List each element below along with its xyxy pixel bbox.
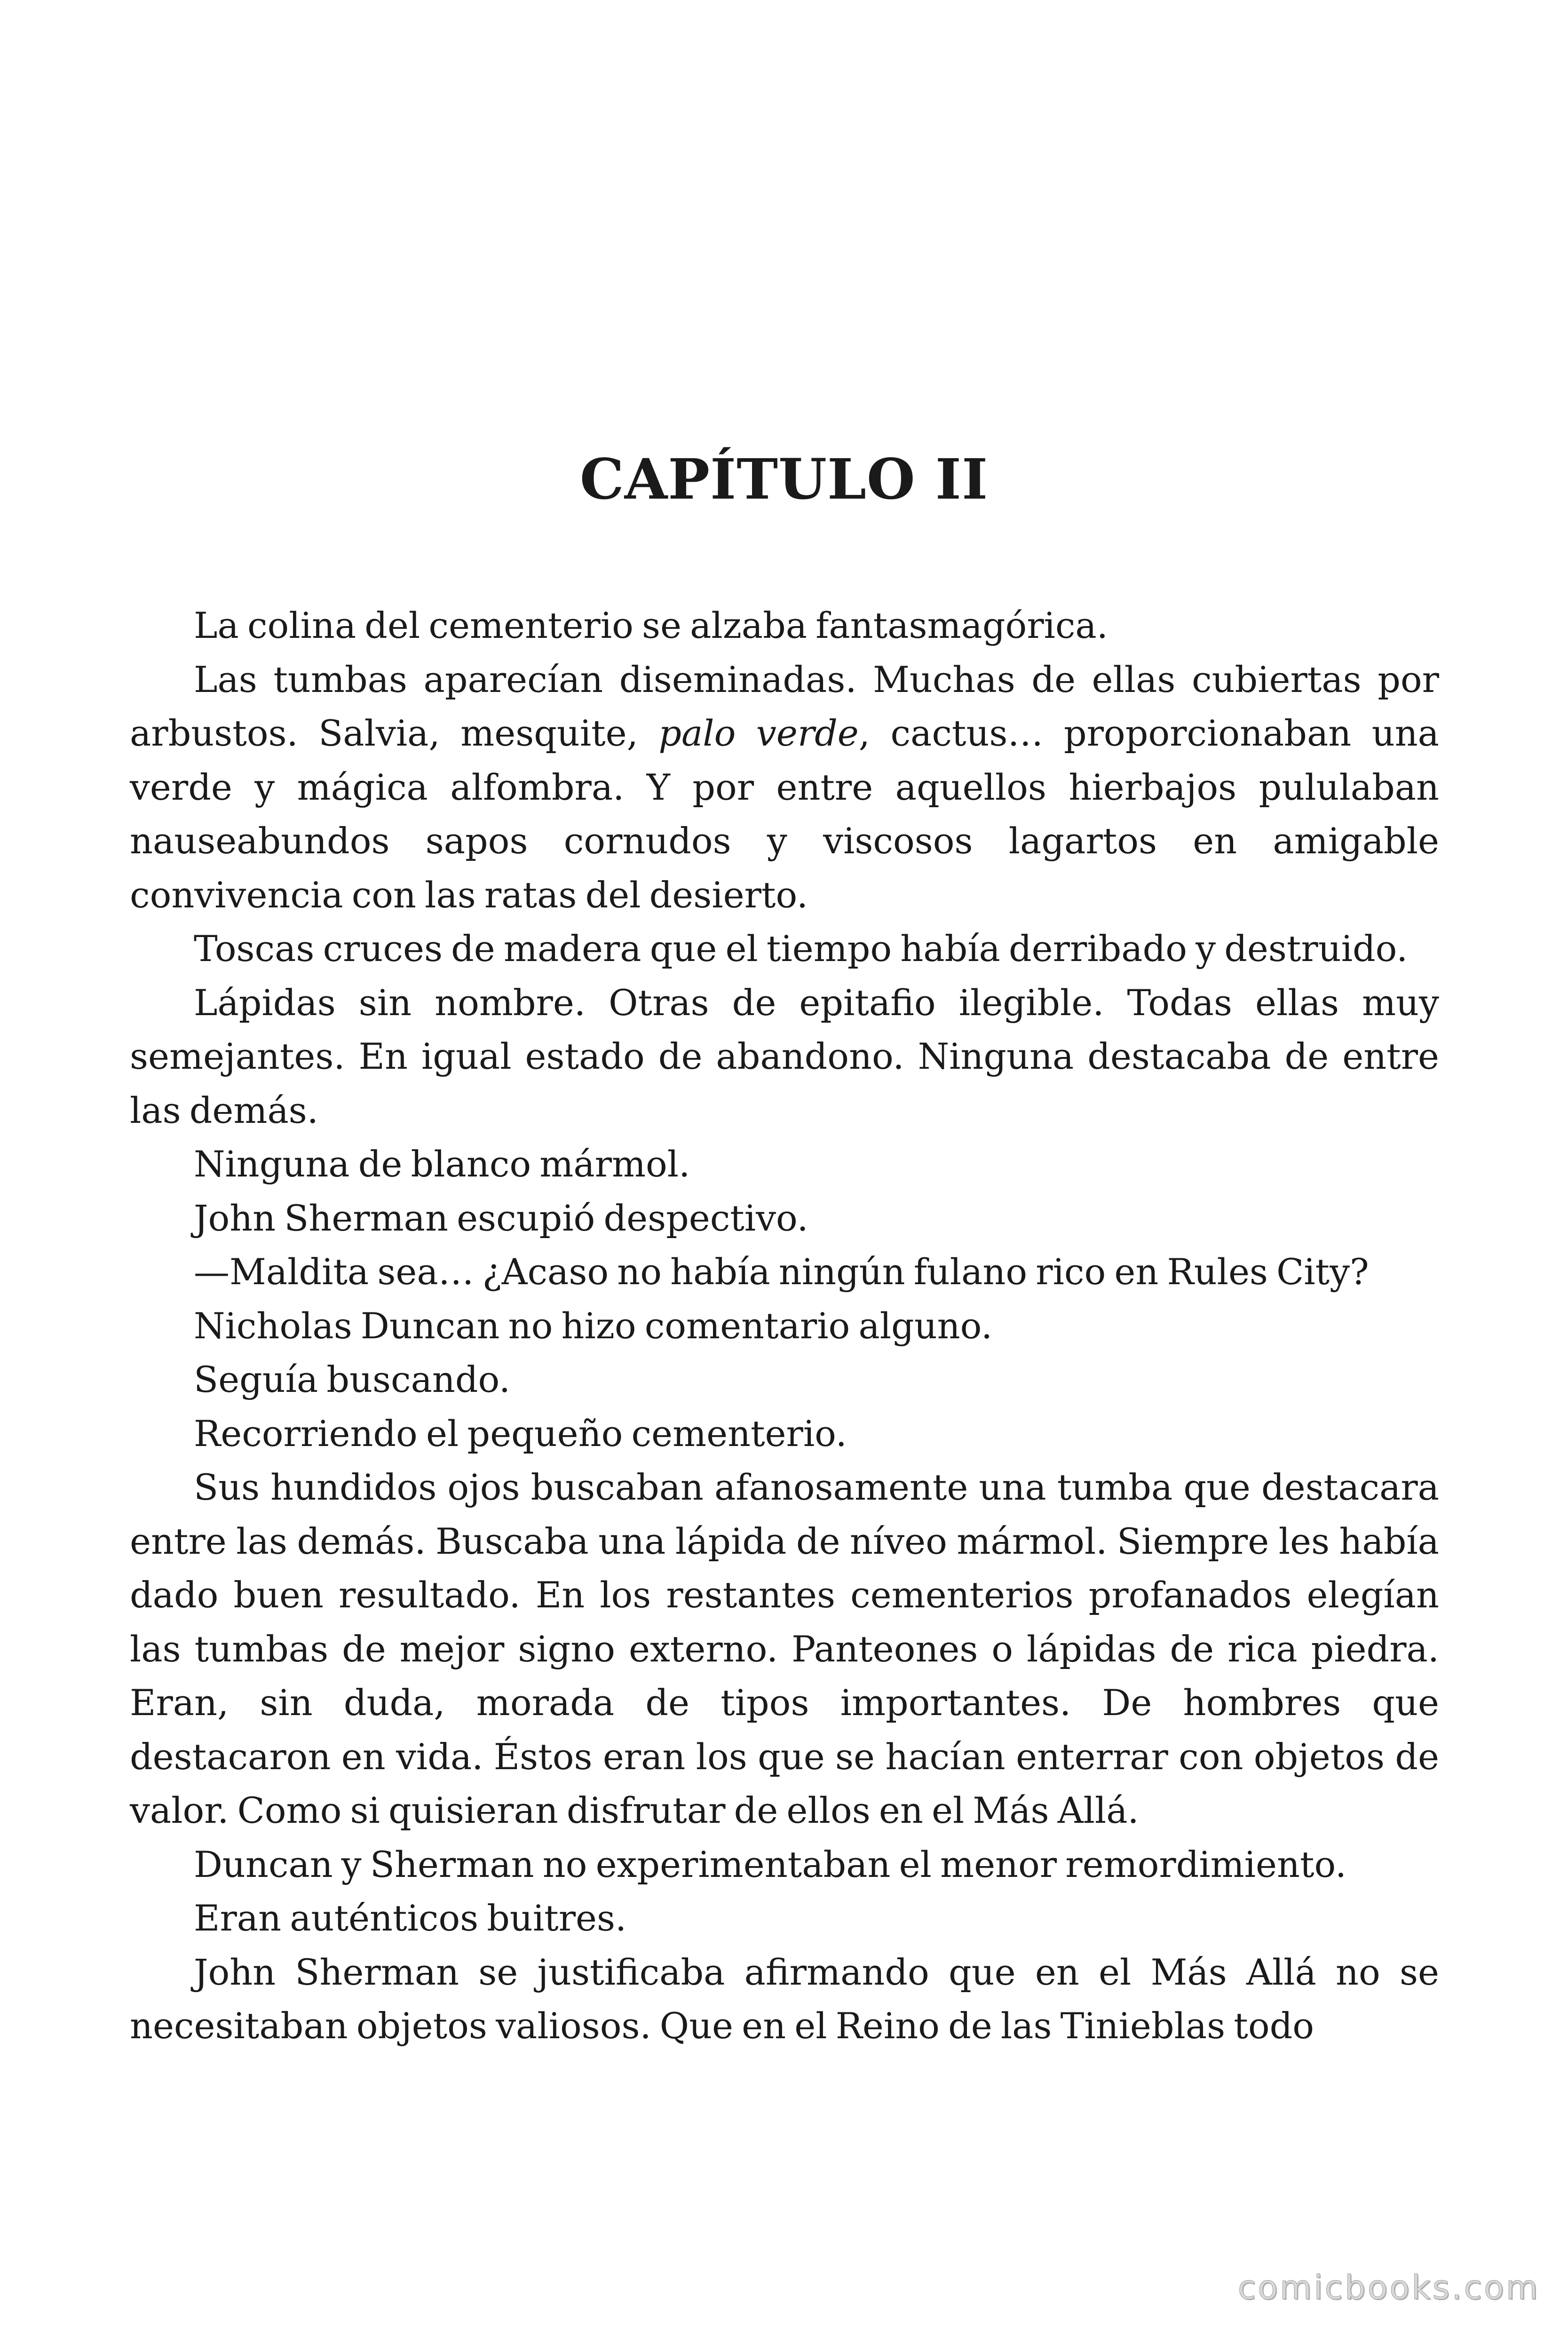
paragraph: Recorriendo el pequeño cementerio. xyxy=(194,1412,847,1454)
paragraph: John Sherman se justificaba afirmando que en el Más Allá no se necesitaban objetos valiosos. Que en el Reino de las Tinieblas todo xyxy=(130,1951,1439,2047)
paragraph: Lápidas sin nombre. Otras de epitafio ilegible. Todas ellas muy semejantes. En igual estado de abandono. Ninguna destacaba de entre las demás. xyxy=(130,981,1439,1131)
chapter-title: CAPÍTULO II xyxy=(579,446,989,512)
paragraph: Eran auténticos buitres. xyxy=(194,1897,627,1939)
paragraph: Duncan y Sherman no experimentaban el menor remordimiento. xyxy=(194,1843,1347,1885)
paragraph: John Sherman escupió despectivo. xyxy=(194,1197,808,1239)
paragraph: Seguía buscando. xyxy=(194,1359,511,1400)
watermark: comicbooks.com xyxy=(1237,2268,1540,2307)
paragraph: La colina del cementerio se alzaba fantasmagórica. xyxy=(194,604,1108,646)
paragraph: Ninguna de blanco mármol. xyxy=(194,1143,690,1185)
paragraph: Nicholas Duncan no hizo comentario alguno. xyxy=(194,1304,993,1347)
italic-phrase: palo verde xyxy=(658,712,859,754)
dialogue-paragraph: —Maldita sea… ¿Acaso no había ningún fulano rico en Rules City? xyxy=(194,1251,1369,1293)
paragraph: Sus hundidos ojos buscaban afanosamente una tumba que destacara entre las demás. Buscaba una lápida de níveo mármol. Siempre les había dado buen resultado. En los restantes cementerios profanados elegían las tumbas de mejor signo externo. Panteones o lápidas de rica piedra. Eran, sin duda, morada de tipos importantes. De hombres que destacaron en vida. Éstos eran los que se hacían enterrar con objetos de valor. Como si quisieran disfrutar de ellos en el Más Allá. xyxy=(130,1466,1439,1831)
chapter-body xyxy=(130,599,1439,2053)
paragraph-text: Las tumbas aparecían diseminadas. Muchas de ellas cubiertas por arbustos. Salvia, mesquite, xyxy=(130,658,1439,754)
paragraph xyxy=(130,653,1439,922)
paragraph-text: , cactus… proporcionaban una verde y mágica alfombra. Y por entre aquellos hierbajos pululaban nauseabundos sapos cornudos y viscosos lagartos en amigable convivencia con las ratas del desierto. xyxy=(130,712,1439,916)
paragraph: Toscas cruces de madera que el tiempo había derribado y destruido. xyxy=(194,928,1408,969)
